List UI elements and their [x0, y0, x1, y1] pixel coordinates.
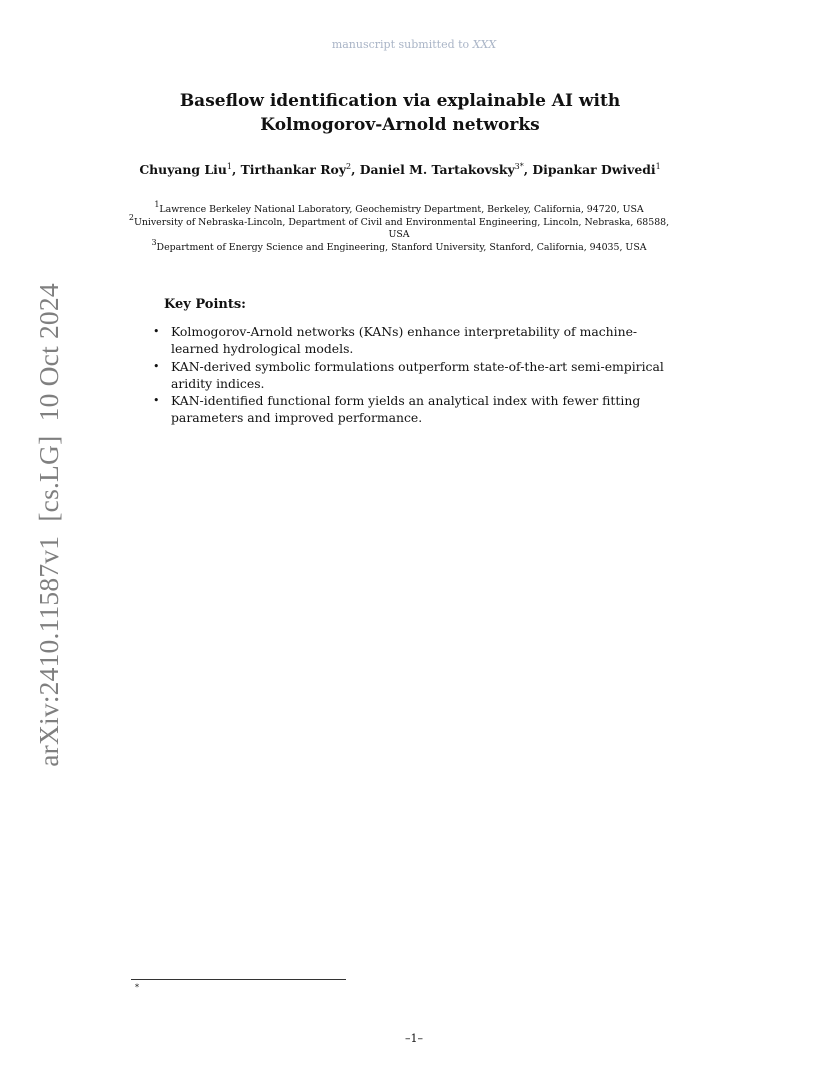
title-line-1: Baseflow identification via explainable AI with [179, 91, 621, 111]
author-affil-sup: 3* [514, 162, 524, 171]
affiliation-text: University of Nebraska-Lincoln, Department of Civil and Environmental Engineering, Lincoln, Nebraska, 68588, USA [133, 216, 670, 241]
affiliation-sup: 3 [151, 237, 157, 247]
manuscript-header [0, 38, 828, 51]
key-point-item [150, 323, 670, 357]
footnote-mark: * [135, 983, 139, 992]
key-points-list [150, 323, 670, 427]
affiliation-text: Department of Energy Science and Engineering, Stanford University, Stanford, California, 94035, USA [156, 241, 647, 253]
key-point-item [150, 358, 670, 392]
affiliation [128, 200, 670, 217]
bullet-icon: • [153, 394, 160, 407]
author-affil-sup: 2 [346, 162, 352, 171]
affiliation-text: Lawrence Berkeley National Laboratory, Geochemistry Department, Berkeley, California, 94720, USA [159, 204, 644, 215]
author-list [100, 162, 700, 177]
bullet-icon: • [153, 359, 160, 373]
title-line-2: Kolmogorov-Arnold networks [260, 115, 540, 135]
affiliation-sup: 2 [128, 212, 134, 222]
bullet-icon: • [153, 325, 160, 338]
affiliation-list [128, 200, 670, 254]
header-prefix: manuscript submitted to [331, 38, 473, 51]
affiliation-sup: 1 [154, 200, 160, 209]
author-name: Daniel M. Tartakovsky [359, 162, 515, 177]
author-separator: , [523, 162, 533, 177]
author-name: Dipankar Dwivedi [532, 162, 656, 177]
key-point-text: KAN-identified functional form yields an analytical index with fewer fitting parameters and improved performance. [171, 393, 641, 425]
header-venue: XXX [472, 38, 497, 51]
paper-title [100, 89, 700, 137]
author-affil-sup: 1 [655, 162, 661, 171]
footnote-rule [131, 979, 346, 980]
key-point-item [150, 392, 670, 426]
author-affil-sup: 1 [226, 162, 232, 171]
affiliation [128, 237, 670, 255]
key-points-heading: Key Points: [164, 297, 246, 312]
key-point-text: KAN-derived symbolic formulations outperform state-of-the-art semi-empirical aridity indices. [171, 358, 664, 391]
author-name: Chuyang Liu [139, 162, 227, 177]
author-separator: , [351, 162, 360, 177]
author-name: Tirthankar Roy [240, 162, 347, 177]
key-point-text: Kolmogorov-Arnold networks (KANs) enhance interpretability of machine-learned hydrological models. [171, 324, 638, 356]
author-separator: , [231, 162, 241, 177]
arxiv-stamp: arXiv:2410.11587v1 [cs.LG] 10 Oct 2024 [33, 283, 64, 767]
affiliation [128, 212, 670, 242]
page-number: –1– [405, 1032, 423, 1045]
